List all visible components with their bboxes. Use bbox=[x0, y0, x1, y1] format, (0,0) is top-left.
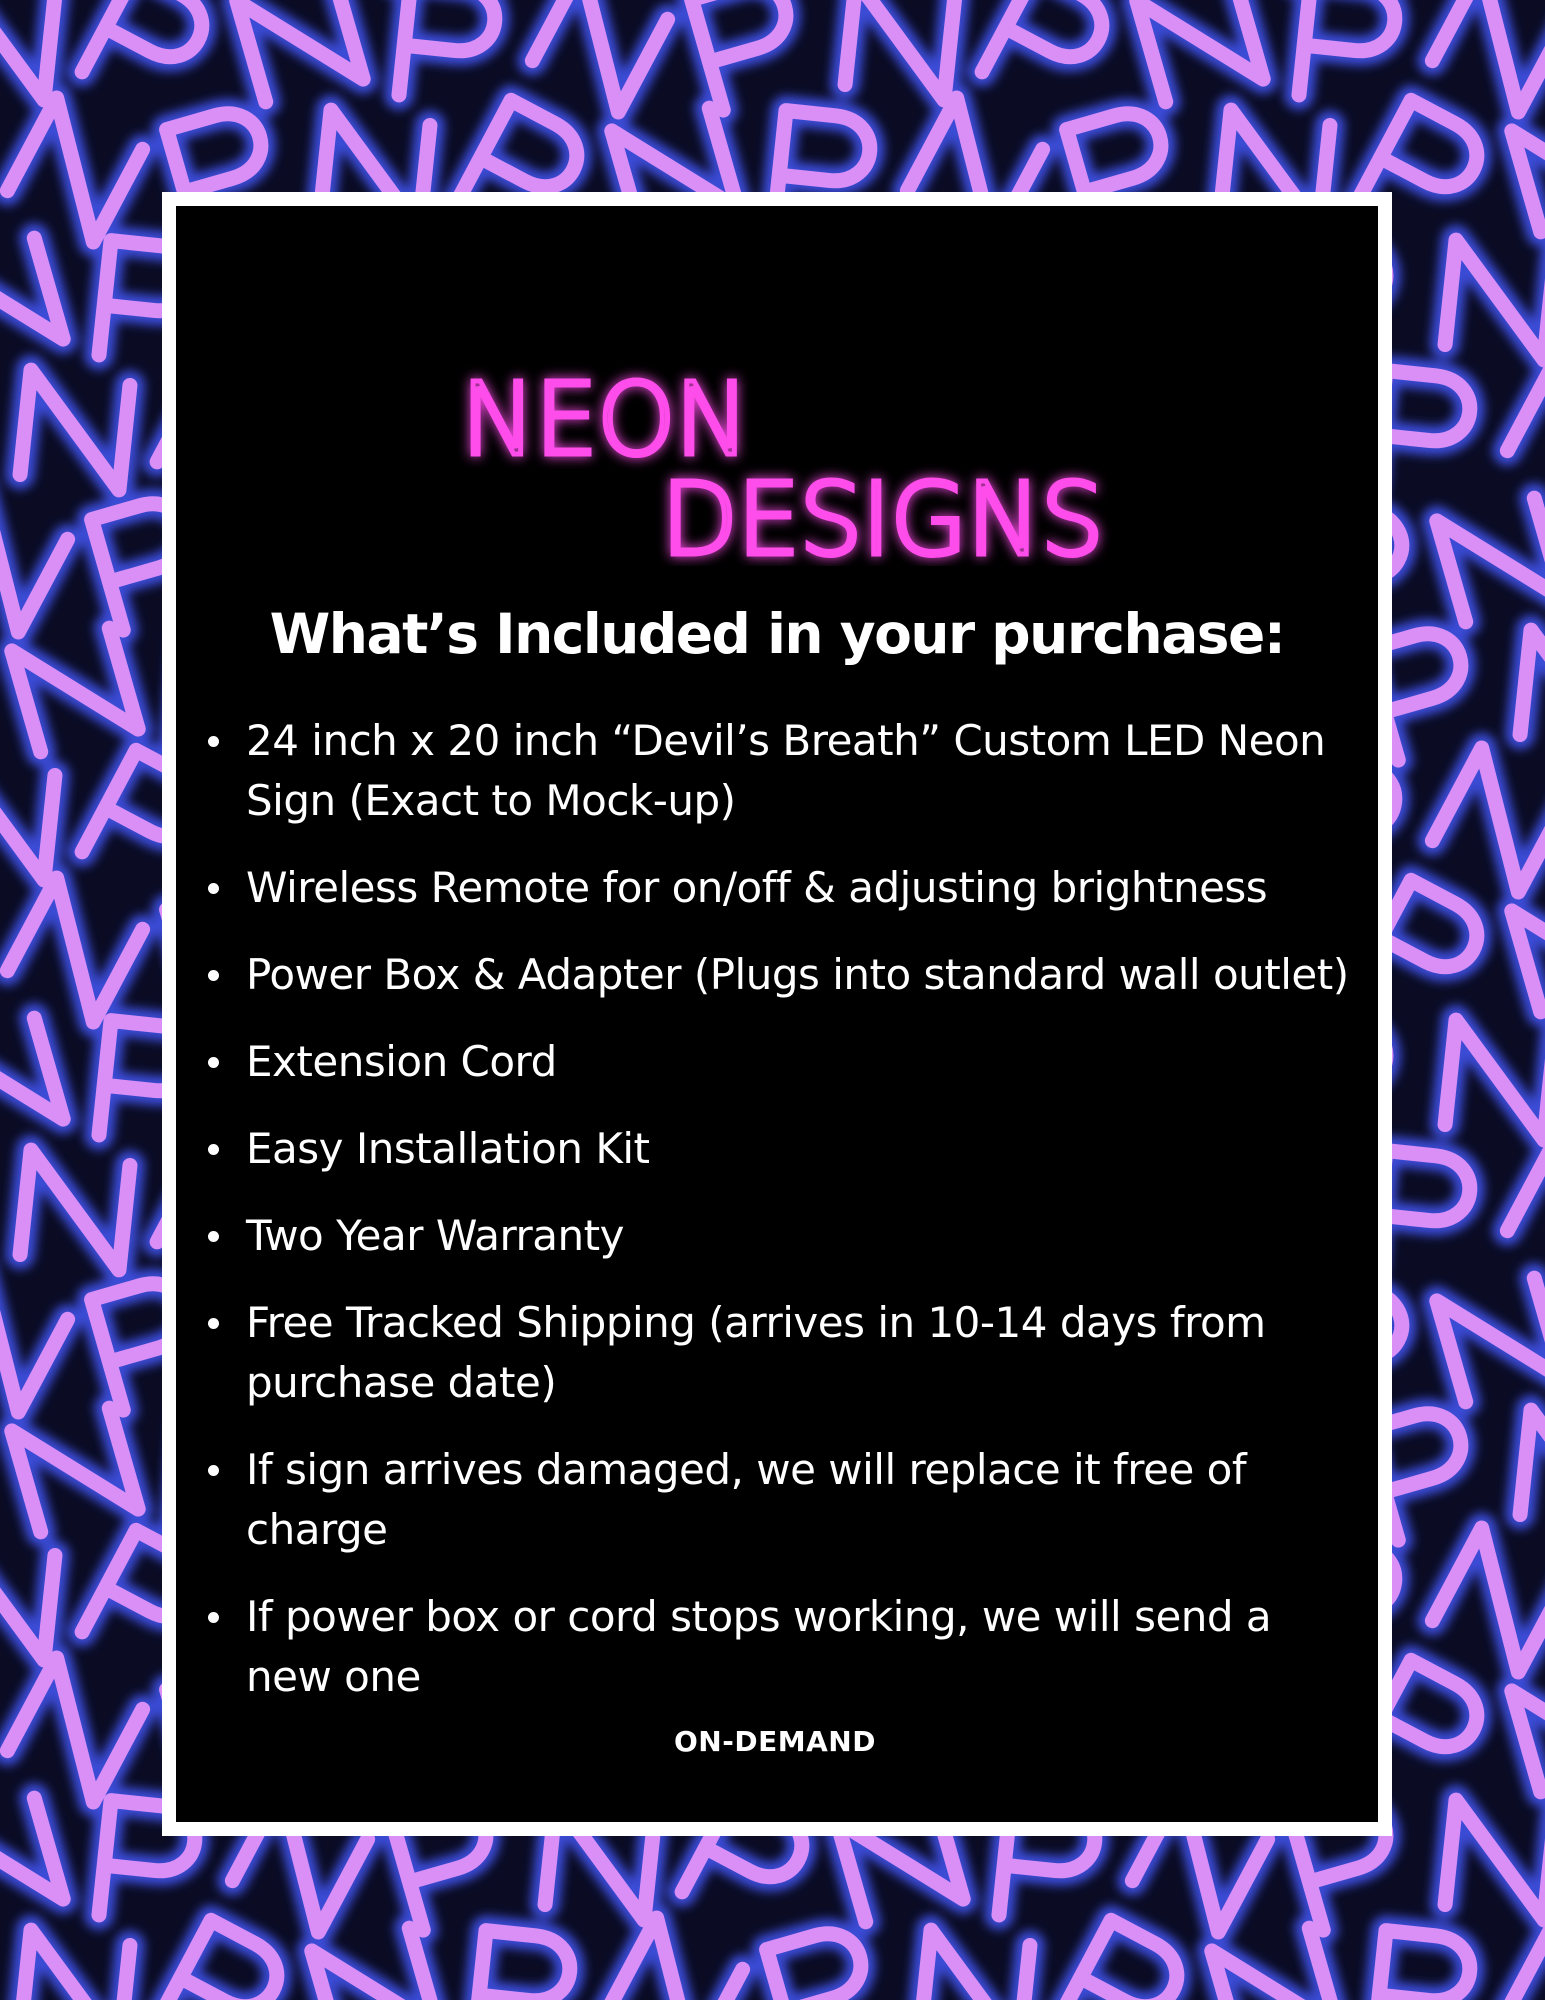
list-item: Easy Installation Kit bbox=[200, 1119, 1350, 1179]
included-heading: What’s Included in your purchase: bbox=[269, 602, 1285, 666]
list-item: Power Box & Adapter (Plugs into standard wall outlet) bbox=[200, 945, 1350, 1005]
logo-word-designs: DESIGNS bbox=[661, 461, 1103, 566]
neon-designs-logo bbox=[456, 306, 1216, 566]
list-item: Wireless Remote for on/off & adjusting brightness bbox=[200, 858, 1350, 918]
on-demand-label: ON-DEMAND bbox=[674, 1725, 876, 1758]
list-item: Two Year Warranty bbox=[200, 1206, 1350, 1266]
list-item: Free Tracked Shipping (arrives in 10-14 days from purchase date) bbox=[200, 1293, 1350, 1413]
list-item: If power box or cord stops working, we will send a new one bbox=[200, 1587, 1350, 1707]
list-item: If sign arrives damaged, we will replace it free of charge bbox=[200, 1440, 1350, 1560]
logo-word-neon: NEON bbox=[461, 361, 749, 478]
list-item: 24 inch x 20 inch “Devil’s Breath” Custom LED Neon Sign (Exact to Mock-up) bbox=[200, 711, 1350, 831]
included-items-list bbox=[200, 711, 1350, 1734]
info-card bbox=[162, 192, 1392, 1836]
list-item: Extension Cord bbox=[200, 1032, 1350, 1092]
